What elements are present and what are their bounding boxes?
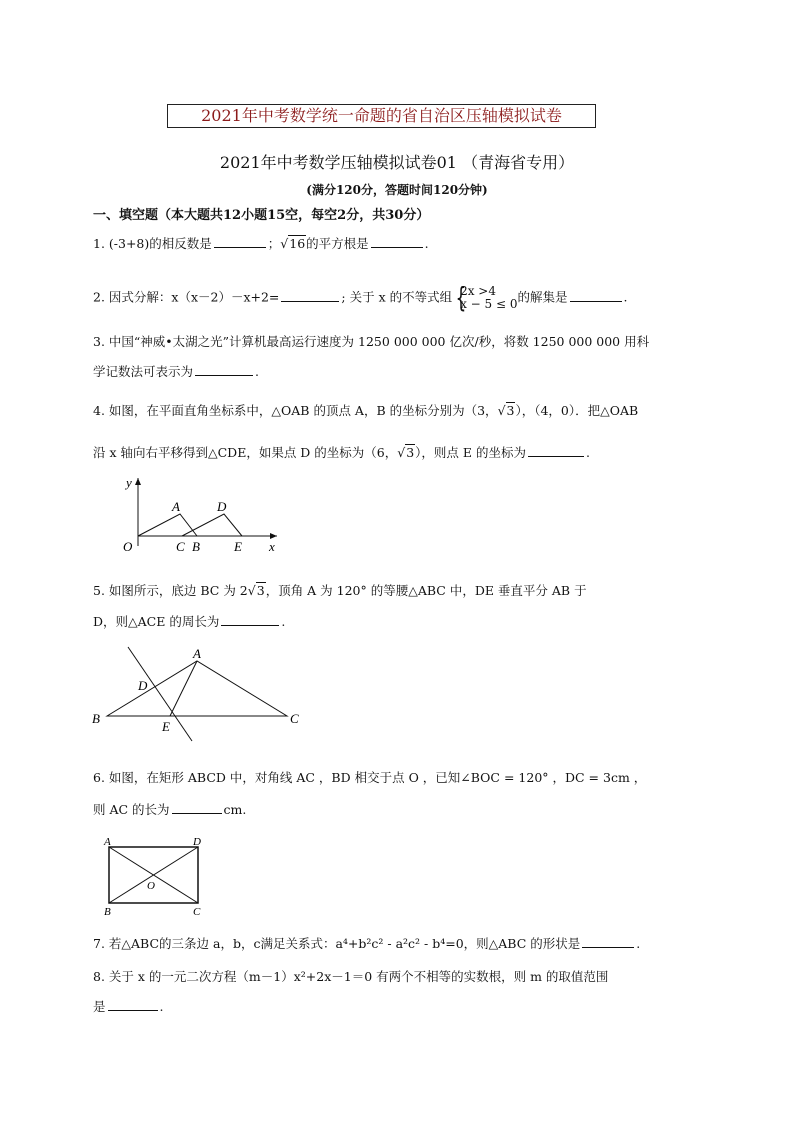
label-O: O (123, 539, 133, 554)
answer-blank[interactable] (281, 289, 339, 302)
answer-blank[interactable] (371, 235, 423, 248)
label-A: A (104, 836, 111, 848)
label-B: B (192, 539, 200, 554)
label-D: D (138, 678, 148, 693)
q3-text: 学记数法可表示为 (93, 364, 194, 379)
q2-text-c: 的解集是 (517, 289, 568, 305)
page-title: 2021年中考数学压轴模拟试卷01 （青海省专用） (219, 153, 575, 172)
label-B: B (104, 906, 111, 917)
label-A: A (193, 646, 201, 661)
label-D: D (193, 836, 201, 848)
exam-info: (满分120分，答题时间120分钟) (306, 183, 488, 197)
question-7 (93, 934, 640, 952)
question-6-line-1: 6. 如图，在矩形 ABCD 中，对角线 AC ，BD 相交于点 O ，已知∠BOC = 120° ，DC = 3cm ， (93, 770, 647, 785)
triangle-CDE (182, 514, 242, 536)
question-6-line-2 (93, 800, 246, 818)
q1-text-c: 的平方根是 (306, 236, 369, 251)
question-3-line-2 (93, 362, 259, 380)
answer-blank[interactable] (570, 289, 622, 302)
q4-text-a: 4. 如图，在平面直角坐标系中，△OAB 的顶点 A，B 的坐标分别为（3， (93, 403, 498, 418)
answer-blank[interactable] (108, 998, 158, 1011)
q4-text-c: 沿 x 轴向右平移得到△CDE，如果点 D 的坐标为（6， (93, 445, 398, 460)
sqrt-symbol: √ (397, 445, 406, 460)
q3-text-d: . (255, 364, 259, 379)
label-y: y (126, 475, 132, 490)
sqrt-symbol: √ (497, 403, 506, 418)
q5-text-c: D，则△ACE 的周长为 (93, 614, 220, 629)
label-B: B (92, 711, 100, 726)
label-A: A (172, 499, 180, 514)
label-E: E (162, 719, 170, 734)
q1-text-a: 1. (-3+8)的相反数是 (93, 236, 212, 251)
label-E: E (234, 539, 242, 554)
q2-text-a: 2. 因式分解：x（x－2）－x+2= (93, 289, 280, 305)
q2-text-b: ; 关于 x 的不等式组 (341, 289, 453, 305)
answer-blank[interactable] (528, 444, 584, 457)
question-2 (93, 281, 628, 314)
question-8-line-1: 8. 关于 x 的一元二次方程（m－1）x²+2x－1＝0 有两个不相等的实数根，则 m 的取值范围 (93, 969, 609, 984)
label-D: D (217, 499, 227, 514)
answer-blank[interactable] (582, 935, 634, 948)
q8-text: 是 (93, 999, 106, 1014)
q4-radicand: 3 (506, 403, 515, 418)
sqrt-symbol: √ (247, 583, 256, 598)
q8-text-d: . (159, 999, 164, 1014)
section-heading: 一、填空题（本大题共12小题15空，每空2分，共30分） (93, 208, 430, 223)
q5-radicand: 3 (256, 583, 265, 598)
inequality-2: x − 5 ≤ 0 (460, 297, 518, 311)
q6-text-a: 则 AC 的长为 (93, 802, 170, 817)
q5-text-a: 5. 如图所示，底边 BC 为 2 (93, 583, 248, 598)
q7-text: 7. 若△ABC的三条边 a，b，c满足关系式：a⁴+b²c² - a²c² - b⁴=0，则△ABC 的形状是 (93, 936, 581, 951)
q5-text-d: . (281, 614, 286, 629)
q1-text-b: ； (267, 236, 281, 251)
inequality-1: 2x >4 (460, 284, 496, 298)
q4-text-e: . (586, 445, 590, 460)
answer-blank[interactable] (214, 235, 266, 248)
label-O: O (147, 880, 155, 892)
brace-symbol: { (455, 281, 467, 314)
q1-radicand: 16 (289, 236, 306, 251)
exam-series-banner: 2021年中考数学统一命题的省自治区压轴模拟试卷 (167, 104, 596, 128)
question-8-line-2 (93, 997, 164, 1015)
y-axis-arrow (135, 478, 141, 485)
q4-text-b: ），（4，0）．把△OAB (515, 403, 639, 418)
sqrt-symbol: √ (280, 236, 289, 251)
label-C: C (290, 711, 299, 726)
question-5-line-2 (93, 612, 285, 630)
label-C: C (176, 539, 185, 554)
label-x: x (269, 539, 275, 554)
question-4-line-2 (93, 443, 590, 461)
perpendicular-bisector (128, 647, 192, 741)
q7-text-d: . (636, 936, 641, 951)
q4-text-d: ），则点 E 的坐标为 (415, 445, 526, 460)
triangle-ABC (107, 661, 287, 716)
q4-radicand: 3 (406, 445, 415, 460)
q6-text-b: cm. (223, 802, 247, 817)
answer-blank[interactable] (172, 801, 222, 814)
inequality-system (452, 281, 518, 314)
figure-rectangle (100, 835, 210, 917)
q2-text-d: . (623, 289, 628, 305)
label-C: C (193, 906, 201, 917)
question-3-line-1: 3. 中国“神威•太湖之光”计算机最高运行速度为 1250 000 000 亿次/秒，将数 1250 000 000 用科 (93, 334, 650, 349)
figure-coordinate-triangles (112, 474, 287, 556)
answer-blank[interactable] (221, 613, 279, 626)
answer-blank[interactable] (195, 363, 253, 376)
figure-isosceles-triangle (90, 643, 305, 743)
q1-text-d: . (424, 236, 429, 251)
question-4-line-1 (93, 401, 638, 419)
question-1 (93, 234, 429, 252)
question-5-line-1 (93, 581, 587, 599)
q5-text-b: ，顶角 A 为 120° 的等腰△ABC 中，DE 垂直平分 AB 于 (265, 583, 587, 598)
